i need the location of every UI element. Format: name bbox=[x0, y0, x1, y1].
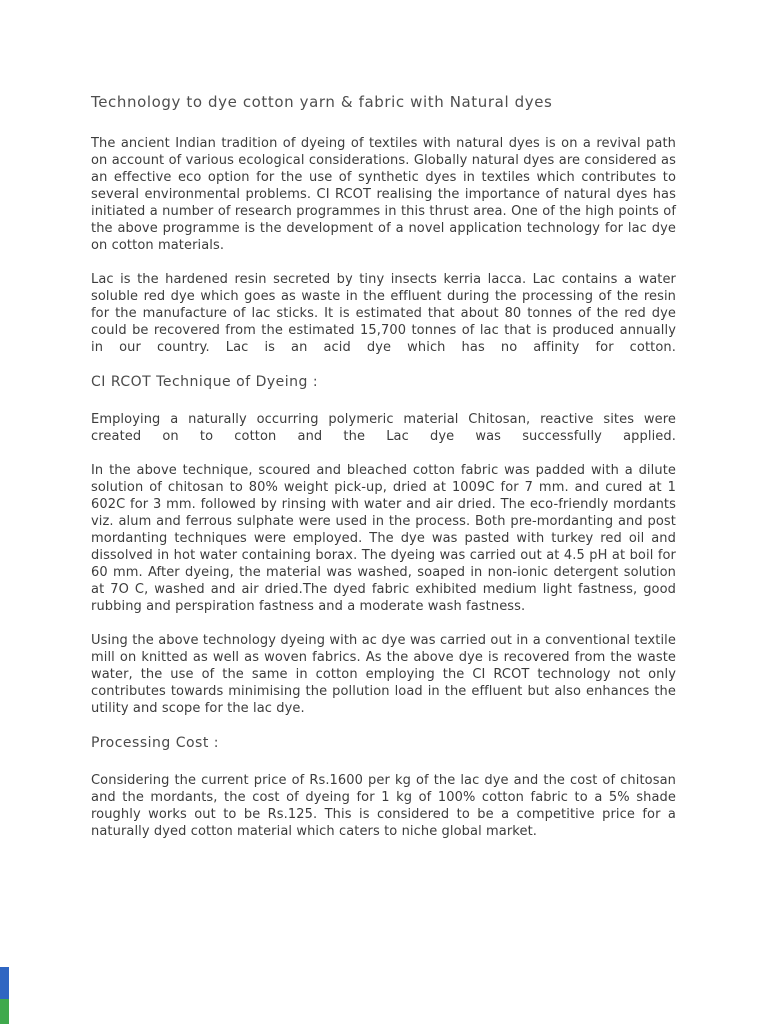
section-heading-dyeing-technique: CI RCOT Technique of Dyeing : bbox=[91, 374, 319, 390]
page-title: Technology to dye cotton yarn & fabric with Natural dyes bbox=[91, 93, 553, 111]
section-heading-processing-cost: Processing Cost : bbox=[91, 735, 219, 751]
paragraph-intro: The ancient Indian tradition of dyeing of textiles with natural dyes is on a revival path on account of various ecological considerations. Globally natural dyes are considered as an effective eco option for the use of synthetic dyes in textiles which contributes to several environmental problems. CI RCOT realising the importance of natural dyes has initiated a number of research programmes in this thrust area. One of the high points of the above programme is the development of a novel application technology for lac dye on cotton materials. bbox=[91, 136, 676, 253]
page-edge-blue-bar bbox=[0, 967, 9, 999]
paragraph-chitosan: Employing a naturally occurring polymeric material Chitosan, reactive sites were created on to cotton and the Lac dye was successfully applied. bbox=[91, 412, 676, 444]
page-edge-green-bar bbox=[0, 999, 9, 1024]
paragraph-mill-application: Using the above technology dyeing with ac dye was carried out in a conventional textile mill on knitted as well as woven fabrics. As the above dye is recovered from the waste water, the use of the same in cotton employing the CI RCOT technology not only contributes towards minimising the pollution load in the effluent but also enhances the utility and scope for the lac dye. bbox=[91, 633, 676, 716]
paragraph-lac-resin: Lac is the hardened resin secreted by tiny insects kerria lacca. Lac contains a water soluble red dye which goes as waste in the effluent during the processing of the resin for the manufacture of lac sticks. It is estimated that about 80 tonnes of the red dye could be recovered from the estimated 15,700 tonnes of lac that is produced annually in our country. Lac is an acid dye which has no affinity for cotton. bbox=[91, 272, 676, 355]
paragraph-technique-detail: In the above technique, scoured and bleached cotton fabric was padded with a dilute solution of chitosan to 80% weight pick-up, dried at 1009C for 7 mm. and cured at 1 602C for 3 mm. followed by rinsing with water and air dried. The eco-friendly mordants viz. alum and ferrous sulphate were used in the process. Both pre-mordanting and post mordanting techniques were employed. The dye was pasted with turkey red oil and dissolved in hot water containing borax. The dyeing was carried out at 4.5 pH at boil for 60 mm. After dyeing, the material was washed, soaped in non-ionic detergent solution at 7O C, washed and air dried.The dyed fabric exhibited medium light fastness, good rubbing and perspiration fastness and a moderate wash fastness. bbox=[91, 463, 676, 614]
paragraph-cost-detail: Considering the current price of Rs.1600 per kg of the lac dye and the cost of chitosan and the mordants, the cost of dyeing for 1 kg of 100% cotton fabric to a 5% shade roughly works out to be Rs.125. This is considered to be a competitive price for a naturally dyed cotton material which caters to niche global market. bbox=[91, 773, 676, 839]
